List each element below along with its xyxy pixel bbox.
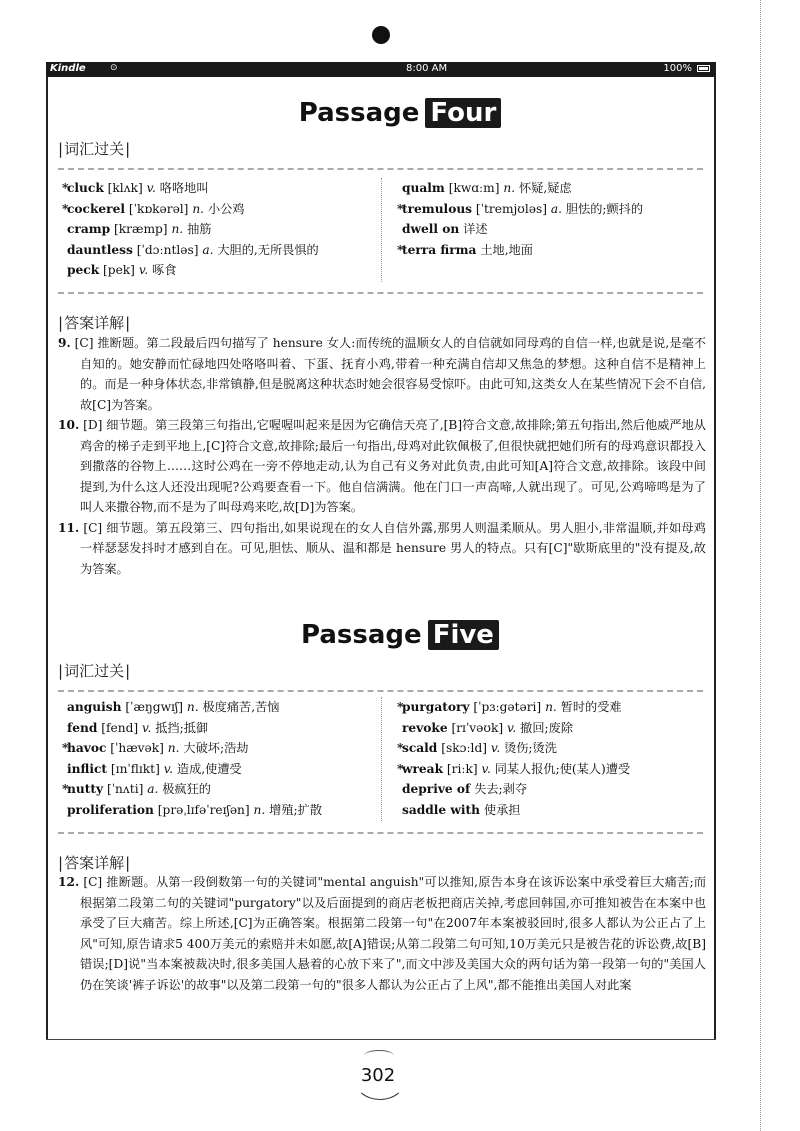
vocab-phonetic: [riːk] (446, 761, 478, 776)
answers-list-four (58, 333, 706, 579)
vocab-meaning: 造成,使遭受 (176, 761, 242, 776)
vocab-meaning: 土地,地面 (480, 242, 533, 257)
vocab-star-marker: * (62, 782, 69, 796)
margin-dotted-line (760, 0, 762, 1131)
vocab-phonetic: [ˈpɜːgətəri] (473, 700, 542, 714)
vocab-word: inflict (67, 761, 108, 776)
vocab-list-right (397, 178, 643, 260)
vocab-list-left (62, 697, 322, 820)
vocab-meaning: 小公鸡 (207, 201, 245, 216)
vocab-entry (62, 718, 322, 739)
vocab-entry (62, 759, 322, 780)
vocab-part-of-speech: v. (163, 761, 174, 776)
vocab-meaning: 暂时的受难 (560, 700, 622, 714)
dash-divider (58, 690, 703, 692)
vocab-entry (397, 697, 630, 718)
screen-frame-left (46, 77, 48, 1040)
answer-number: 10. (58, 418, 80, 432)
vocab-meaning: 极疯狂的 (162, 782, 211, 796)
vocab-phonetic: [ˈtremjʊləs] (475, 201, 547, 216)
vocab-entry (397, 800, 630, 821)
vocab-word: deprive of (402, 782, 471, 796)
vocab-meaning: 撤回;废除 (520, 720, 574, 735)
vocab-phonetic: [ˈhævək] (110, 741, 164, 755)
answer-number: 12. (58, 875, 80, 889)
vocab-meaning: 怀疑,疑虑 (518, 181, 572, 195)
vocab-entry (62, 800, 322, 821)
vocab-part-of-speech: v. (490, 741, 501, 755)
vocab-meaning: 大破坏;浩劫 (183, 741, 249, 755)
vocab-word: anguish (67, 700, 122, 714)
vocab-star-marker: * (397, 242, 404, 257)
vocab-word: peck (67, 263, 100, 277)
vocab-part-of-speech: v. (506, 720, 517, 735)
vocab-word: cockerel (67, 201, 125, 216)
vocab-word: tremulous (402, 201, 473, 216)
vocab-meaning: 烫伤;烫洗 (504, 741, 557, 755)
vocab-star-marker: * (397, 201, 404, 216)
vocab-word: dwell on (402, 222, 460, 236)
vocab-word: scald (402, 741, 438, 755)
answers-heading-four: | 答案详解 | (58, 312, 130, 333)
vocab-heading-four: | 词汇过关 | (58, 138, 130, 159)
vocab-star-marker: * (62, 741, 69, 755)
page-number: 302 (360, 1065, 396, 1086)
answer-text: [C] 推断题。第二段最后四句描写了 hensure 女人:而传统的温顺女人的自信就如同母鸡的自信一样,也就是说,是毫不自知的。她安静而忙碌地四处咯咯叫着、下蛋、抚育小鸡,带着一种充满自信却又焦急的梦想。这种自信不是精神上的。而是一种身体状态,非常镇静,但是脱离这种状态时她会很容易受惊吓。由此可知,这类女人在某些情况下会不自信,故[C]为答案。 (74, 336, 706, 412)
vocab-entry (62, 240, 319, 261)
answers-heading-five: | 答案详解 | (58, 852, 130, 873)
vocab-part-of-speech: n. (186, 700, 199, 714)
binding-hole (372, 26, 390, 44)
vocab-meaning: 胆怯的;颤抖的 (565, 201, 644, 216)
vocab-entry (62, 260, 319, 281)
vocab-column-divider (381, 178, 382, 282)
vocab-phonetic: [fend] (101, 720, 139, 735)
vocab-word: nutty (67, 782, 104, 796)
passage-five-title: Passage Five (0, 620, 800, 650)
answers-list-five (58, 872, 706, 995)
vocab-entry (62, 219, 319, 240)
vocab-star-marker: * (397, 700, 404, 714)
vocab-meaning: 啄食 (152, 263, 177, 277)
answer-item (58, 415, 706, 518)
answer-item (58, 333, 706, 415)
vocab-entry (397, 199, 643, 220)
vocab-entry (397, 718, 630, 739)
vocab-list-right (397, 697, 630, 820)
screen-frame-bottom (46, 1039, 716, 1040)
vocab-meaning: 大胆的,无所畏惧的 (217, 242, 319, 257)
vocab-meaning: 极度痛苦,苦恼 (202, 700, 280, 714)
vocab-word: cramp (67, 222, 111, 236)
vocab-phonetic: [pek] (103, 263, 135, 277)
vocab-word: wreak (402, 761, 444, 776)
vocab-word: cluck (67, 181, 104, 195)
vocab-word: qualm (402, 181, 445, 195)
signal-icon: ⊙ (110, 63, 118, 73)
status-time: 8:00 AM (406, 63, 448, 74)
vocab-meaning: 咯咯地叫 (159, 181, 209, 195)
vocab-word: dauntless (67, 242, 133, 257)
vocab-entry (62, 178, 319, 199)
dash-divider (58, 292, 703, 294)
answer-item (58, 872, 706, 995)
vocab-part-of-speech: a. (202, 242, 214, 257)
vocab-entry (397, 219, 643, 240)
vocab-word: revoke (402, 720, 448, 735)
vocab-meaning: 同某人报仇;使(某人)遭受 (494, 761, 631, 776)
screen-frame-right (714, 77, 716, 1040)
vocab-meaning: 增殖;扩散 (269, 802, 323, 817)
device-logo: Kindle (50, 63, 86, 74)
vocab-star-marker: * (397, 761, 404, 776)
vocab-meaning: 使承担 (483, 802, 521, 817)
vocab-meaning: 失去;剥夺 (474, 782, 528, 796)
vocab-phonetic: [ˈdɔːntləs] (136, 242, 199, 257)
vocab-star-marker: * (62, 181, 69, 195)
vocab-phonetic: [kræmp] (114, 222, 168, 236)
answer-text: [C] 细节题。第五段第三、四句指出,如果说现在的女人自信外露,那男人则温柔顺从。男人胆小,非常温顺,并如母鸡一样瑟瑟发抖时才感到自在。可见,胆怯、顺从、温和都是 hensure 男人的特点。只有[C]"歇斯底里的"没有提及,故为答案。 (80, 520, 706, 576)
vocab-part-of-speech: a. (550, 201, 562, 216)
vocab-phonetic: [klʌk] (107, 181, 143, 195)
vocab-part-of-speech: v. (481, 761, 491, 776)
vocab-part-of-speech: n. (192, 201, 205, 216)
dash-divider (58, 168, 703, 170)
vocab-column-divider (381, 697, 382, 821)
answer-item (58, 518, 706, 580)
vocab-word: havoc (67, 741, 107, 755)
vocab-phonetic: [ˈkɒkərəl] (128, 201, 189, 216)
vocab-list-left (62, 178, 319, 281)
vocab-entry (397, 178, 643, 199)
vocab-part-of-speech: n. (253, 802, 266, 817)
vocab-entry (62, 738, 322, 759)
vocab-star-marker: * (397, 741, 404, 755)
vocab-phonetic: [ˈæŋgwɪʃ] (125, 700, 183, 714)
dash-divider (58, 832, 703, 834)
vocab-meaning: 抵挡;抵御 (155, 720, 209, 735)
vocab-entry (62, 697, 322, 718)
vocab-part-of-speech: v. (142, 720, 152, 735)
vocab-word: terra firma (402, 242, 477, 257)
vocab-phonetic: [ˈnʌti] (106, 782, 144, 796)
answer-text: [C] 推断题。从第一段倒数第一句的关键词"mental anguish"可以推知,原告本身在该诉讼案中承受着巨大痛苦;而根据第二段第二句的关键词"purgatory"以及后面提到的商店老板把商店关掉,考虑回韩国,亦可推知被告在本案中也承受了巨大痛苦。综上所述,[C]为正确答案。根据第二段第一句"在2007年本案被驳回时,很多人都认为公正占了上风"可知,原告请求5 400万美元的索赔并未如愿,故[A]错误;从第二段第二句可知,10万美元只是被告花的诉讼费,故[B]错误;[D]说"当本案被裁决时,很多美国人悬着的心放下来了",而文中涉及美国大众的两句话为第一段第一句的"美国人仍在笑谈'裤子诉讼'的故事"以及第二段第一句的"很多人都认为公正占了上风",都不能推出美国人对此案 (80, 875, 707, 992)
vocab-entry (397, 240, 643, 261)
battery-level: 100% (663, 63, 692, 74)
vocab-word: proliferation (67, 802, 154, 817)
vocab-word: fend (67, 720, 98, 735)
vocab-part-of-speech: v. (146, 181, 156, 195)
vocab-entry (397, 759, 630, 780)
vocab-word: purgatory (402, 700, 470, 714)
vocab-part-of-speech: n. (545, 700, 557, 714)
vocab-meaning: 抽筋 (187, 222, 212, 236)
answer-number: 9. (58, 336, 71, 350)
vocab-phonetic: [rɪˈvəʊk] (451, 720, 504, 735)
answer-number: 11. (58, 520, 80, 535)
passage-four-title: Passage Four (0, 98, 800, 128)
vocab-meaning: 详述 (463, 222, 488, 236)
vocab-phonetic: [prəˌlɪfəˈreɪʃən] (157, 802, 250, 817)
vocab-part-of-speech: v. (138, 263, 149, 277)
vocab-heading-five: | 词汇过关 | (58, 660, 130, 681)
vocab-entry (397, 738, 630, 759)
vocab-phonetic: [skɔːld] (441, 741, 487, 755)
vocab-part-of-speech: n. (167, 741, 180, 755)
vocab-star-marker: * (62, 201, 69, 216)
vocab-entry (62, 199, 319, 220)
vocab-part-of-speech: n. (171, 222, 184, 236)
vocab-word: saddle with (402, 802, 481, 817)
vocab-part-of-speech: n. (503, 181, 516, 195)
vocab-entry (397, 779, 630, 800)
vocab-phonetic: [kwɑːm] (448, 181, 500, 195)
vocab-phonetic: [ɪnˈflɪkt] (110, 761, 160, 776)
device-status-bar (46, 62, 716, 77)
vocab-part-of-speech: a. (147, 782, 159, 796)
vocab-entry (62, 779, 322, 800)
answer-text: [D] 细节题。第三段第三句指出,它喔喔叫起来是因为它确信天亮了,[B]符合文意,故排除;第五句指出,然后他威严地从鸡舍的梯子走到平地上,[C]符合文意,故排除;最后一句指出,母鸡对此钦佩极了,但很快就把她们所有的母鸡意识都投入到撒落的谷物上……这时公鸡在一旁不停地走动,认为自己有义务对此负责,由此可知[A]符合文意,故排除。该段中间提到,为什么这人还没出现呢?公鸡要查看一下。他自信满满。他在门口一声高啼,人就出现了。可见,公鸡啼鸣是为了叫人来撒谷物,而不是为了叫母鸡来吃,故[D]为答案。 (80, 418, 706, 514)
battery-icon (697, 65, 710, 72)
